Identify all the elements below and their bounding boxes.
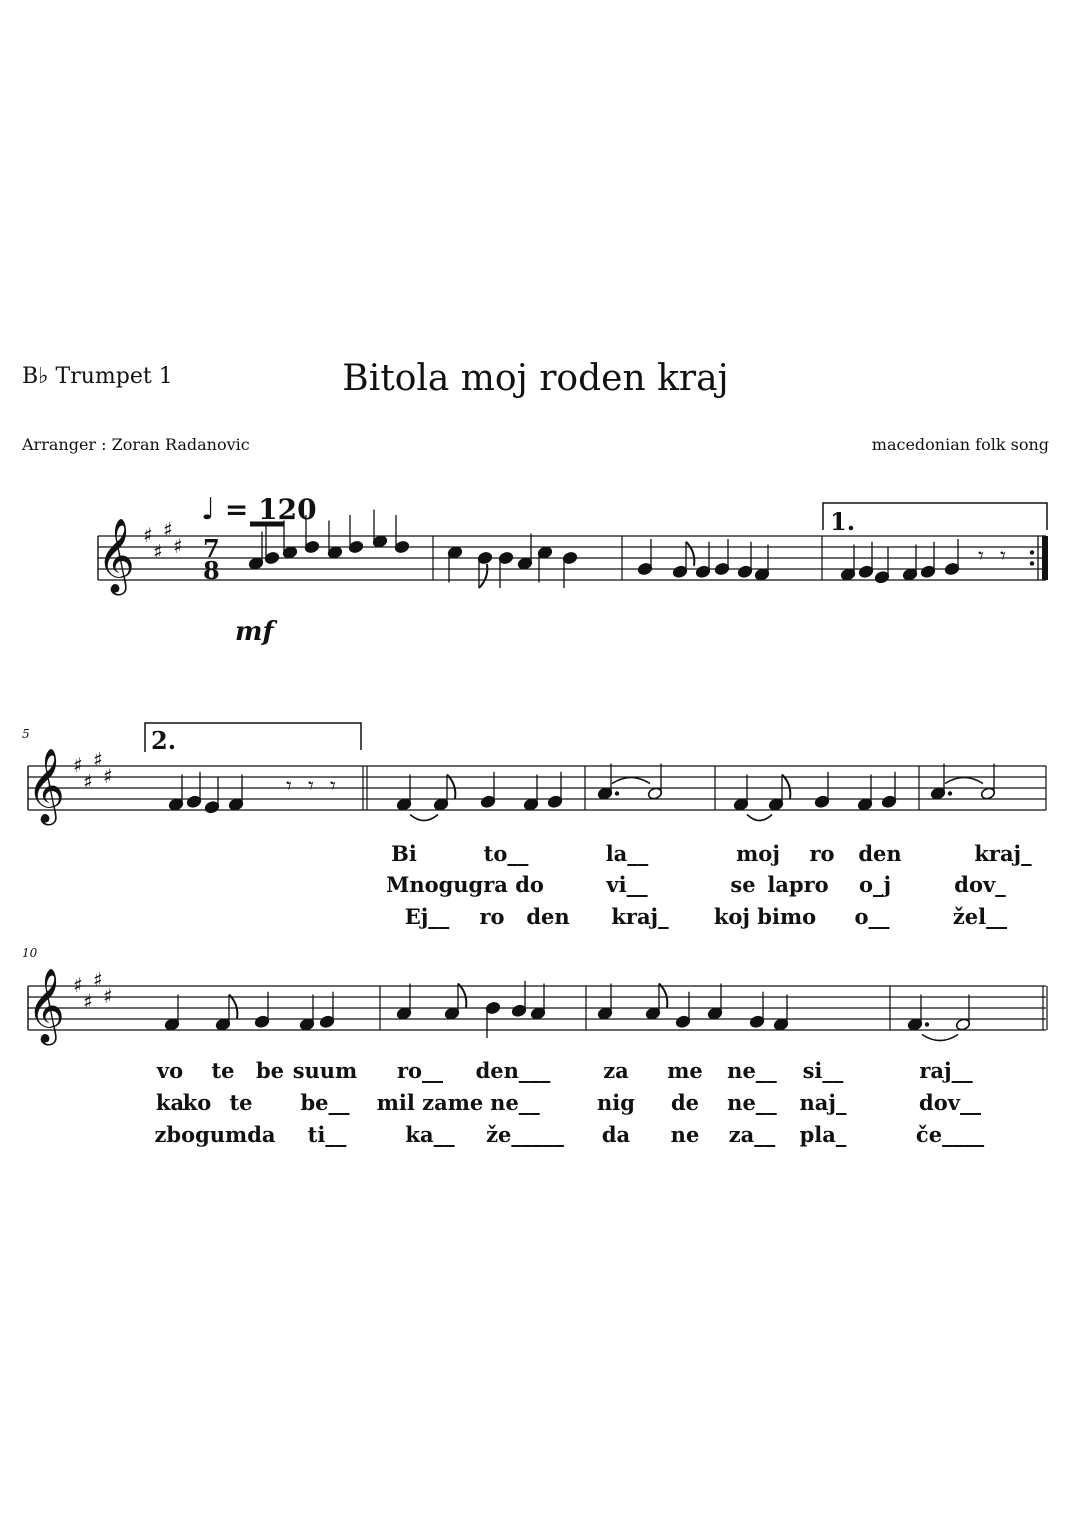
lyric-syllable: zbogumda (154, 1122, 276, 1147)
eighth-rest-icon: 𝄾 (308, 774, 314, 799)
eighth-flag (686, 542, 694, 566)
lyric-syllable: dov_ (954, 872, 1006, 897)
tie (747, 815, 772, 821)
volta-first-ending: 1. (830, 507, 856, 536)
volta-bracket-1 (823, 503, 1047, 530)
eighth-rest-icon: 𝄾 (978, 544, 984, 569)
composer-origin: macedonian folk song (871, 435, 1049, 454)
eighth-flag (458, 984, 466, 1008)
lyric-syllable: ro (479, 904, 505, 929)
lyric-syllable: ko (182, 1090, 212, 1115)
lyric-syllable: ne__ (727, 1090, 777, 1115)
treble-clef-icon: 𝄞 (27, 969, 65, 1043)
lyric-syllable: za (603, 1058, 629, 1083)
lyric-syllable: ro__ (396, 1058, 444, 1083)
lyric-syllable: ne__ (727, 1058, 777, 1083)
lyric-syllable: ti__ (307, 1122, 347, 1147)
augmentation-dot (925, 1022, 929, 1026)
lyric-syllable: Mnogugra do (386, 872, 544, 897)
lyric-syllable: ne (670, 1122, 700, 1147)
time-signature-denominator: 8 (203, 556, 220, 585)
staff-system-3 (27, 968, 1047, 1047)
lyric-syllable: raj__ (919, 1058, 973, 1083)
lyric-syllable: Ej__ (404, 904, 450, 929)
lyric-syllable: kraj_ (611, 904, 669, 929)
volta-bracket-2 (145, 723, 361, 752)
lyric-syllable: lapro (767, 872, 829, 897)
lyric-syllable: naj_ (799, 1090, 847, 1115)
lyric-syllable: te (211, 1058, 235, 1083)
sharp-icon: ♯ (103, 984, 113, 1008)
lyric-syllable: ka (155, 1090, 185, 1115)
sharp-icon: ♯ (83, 989, 93, 1014)
lyric-syllable: suum (292, 1058, 358, 1083)
lyric-syllable: ro (809, 841, 835, 866)
repeat-barline-thick (1042, 536, 1048, 580)
lyric-syllable: te (229, 1090, 253, 1115)
repeat-dot (1030, 561, 1034, 565)
lyric-syllable: to__ (483, 841, 529, 866)
tempo-value: = 120 (224, 493, 317, 526)
lyric-syllable: moj (736, 841, 780, 866)
sharp-icon: ♯ (143, 523, 153, 547)
eighth-flag (659, 984, 667, 1008)
eighth-flag (782, 775, 790, 799)
sharp-icon: ♯ (153, 539, 163, 564)
sharp-icon: ♯ (73, 753, 83, 777)
instrument-name: B♭ Trumpet 1 (22, 364, 173, 389)
lyric-syllable: se (730, 872, 756, 897)
lyric-syllable: den (858, 841, 902, 866)
lyric-syllable: den (526, 904, 570, 929)
treble-clef-icon: 𝄞 (97, 519, 135, 593)
lyric-syllable: že_____ (486, 1122, 564, 1147)
volta-second-ending: 2. (151, 726, 177, 755)
time-signature-numerator: 7 (203, 534, 220, 563)
tie (410, 815, 438, 821)
repeat-dot (1030, 550, 1034, 554)
lyric-syllable: mil zame (376, 1090, 484, 1115)
tie (612, 778, 650, 784)
measure-number: 5 (22, 727, 30, 741)
eighth-flag (229, 995, 237, 1019)
lyric-syllable: ka__ (405, 1122, 455, 1147)
lyric-syllable: če____ (915, 1122, 985, 1147)
lyric-syllable: Bi (391, 841, 417, 866)
tie (945, 778, 983, 784)
lyric-syllable: de (670, 1090, 700, 1115)
eighth-rest-icon: 𝄾 (330, 774, 336, 799)
augmentation-dot (948, 791, 952, 795)
lyric-syllable: za__ (728, 1122, 776, 1147)
lyric-syllable: o__ (854, 904, 890, 929)
page-title: Bitola moj roden kraj (342, 358, 729, 399)
sharp-icon: ♯ (93, 967, 103, 992)
sharp-icon: ♯ (163, 517, 173, 542)
eighth-flag (447, 775, 455, 799)
quarter-note-icon: ♩ (201, 492, 216, 527)
treble-clef-icon: 𝄞 (27, 749, 65, 823)
lyric-syllable: me (667, 1058, 703, 1083)
lyric-syllable: vo (156, 1058, 184, 1083)
lyric-syllable: nig (597, 1090, 635, 1115)
lyric-syllable: den___ (475, 1058, 551, 1083)
eighth-rest-icon: 𝄾 (286, 774, 292, 799)
augmentation-dot (615, 791, 619, 795)
arranger-credit: Arranger : Zoran Radanovic (22, 435, 250, 454)
lyric-syllable: o_j (858, 872, 892, 897)
staff-system-2 (27, 748, 1046, 827)
staff-system-1 (97, 510, 1048, 597)
lyric-syllable: pla_ (799, 1122, 847, 1147)
lyric-syllable: dov__ (919, 1090, 981, 1115)
tie (922, 1035, 958, 1041)
lyric-syllable: kraj_ (974, 841, 1032, 866)
lyric-syllable: ne__ (490, 1090, 540, 1115)
lyric-syllable: be (255, 1058, 285, 1083)
lyric-syllable: la__ (605, 841, 649, 866)
sharp-icon: ♯ (173, 534, 183, 558)
dynamic-marking: mf (235, 617, 274, 647)
sharp-icon: ♯ (103, 764, 113, 788)
eighth-flag (479, 564, 487, 588)
eighth-rest-icon: 𝄾 (1000, 544, 1006, 569)
lyric-syllable: be__ (300, 1090, 350, 1115)
measure-number: 10 (22, 946, 38, 960)
sharp-icon: ♯ (83, 769, 93, 794)
sharp-icon: ♯ (73, 973, 83, 997)
lyric-syllable: da (601, 1122, 631, 1147)
lyric-syllable: žel__ (952, 904, 1008, 929)
sharp-icon: ♯ (93, 747, 103, 772)
lyric-syllable: vi__ (606, 872, 648, 897)
lyric-syllable: koj bimo (713, 904, 817, 929)
lyric-syllable: si__ (802, 1058, 844, 1083)
